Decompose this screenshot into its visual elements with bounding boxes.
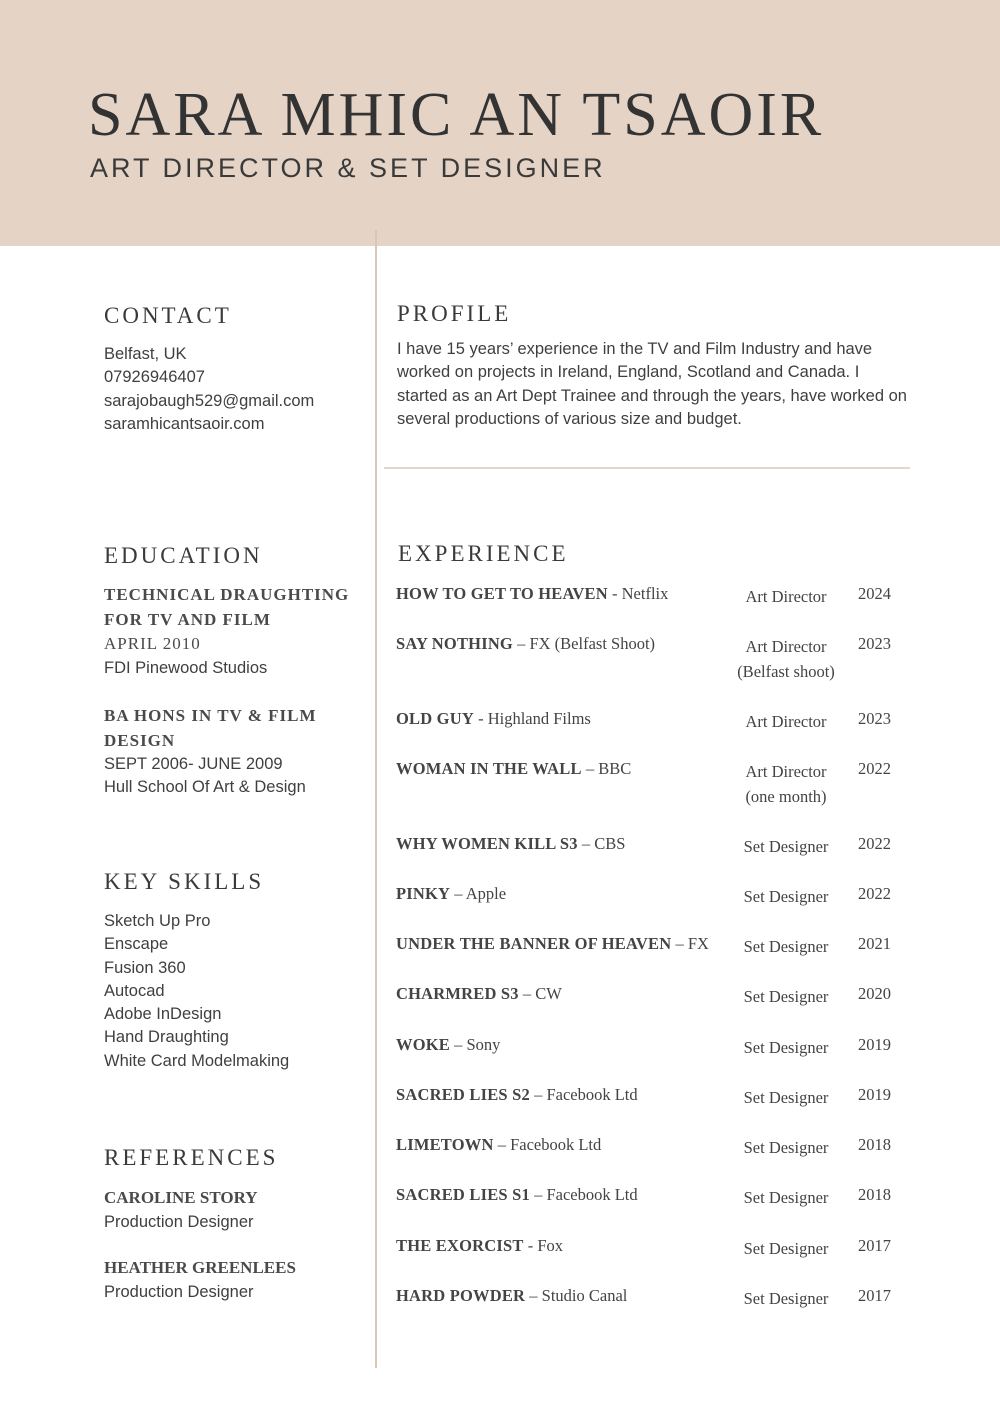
production-company: BBC (598, 759, 632, 778)
role-name: Set Designer (743, 887, 829, 906)
experience-heading: EXPERIENCE (398, 541, 569, 566)
candidate-name: SARA MHIC AN TSAOIR (88, 81, 825, 149)
experience-year: 2017 (858, 1236, 891, 1255)
production-name: WOKE (396, 1035, 450, 1054)
experience-role (726, 984, 846, 1009)
experience-row (396, 1286, 916, 1336)
production-company: CW (535, 984, 562, 1003)
experience-title (396, 934, 718, 954)
role-name: Set Designer (743, 1188, 829, 1207)
experience-title (396, 984, 718, 1004)
education-school: Hull School Of Art & Design (104, 778, 306, 797)
education-date: APRIL 2010 (104, 634, 201, 653)
experience-row (396, 934, 916, 984)
experience-role (726, 1135, 846, 1160)
experience-year: 2023 (858, 634, 891, 653)
role-name: Set Designer (743, 1289, 829, 1308)
skill-item: Sketch Up Pro (104, 912, 211, 930)
experience-role (726, 1085, 846, 1110)
production-name: CHARMRED S3 (396, 984, 519, 1003)
experience-year: 2021 (858, 934, 891, 953)
experience-row (396, 1185, 916, 1235)
profile-line: worked on projects in Ireland, England, Scotland and Canada. I (397, 363, 860, 382)
title-separator: – (518, 984, 536, 1003)
production-name: SACRED LIES S2 (396, 1085, 530, 1104)
experience-row (396, 834, 916, 884)
reference-name: HEATHER GREENLEES (104, 1258, 296, 1277)
production-company: Facebook Ltd (546, 1085, 638, 1104)
experience-role (726, 709, 846, 734)
experience-title (396, 1035, 718, 1055)
production-name: HARD POWDER (396, 1286, 526, 1305)
experience-role (726, 1286, 846, 1311)
experience-year: 2019 (858, 1035, 891, 1054)
education-degree-line: FOR TV AND FILM (104, 609, 271, 629)
reference-role: Production Designer (104, 1212, 254, 1231)
experience-row (396, 634, 916, 684)
production-company: Facebook Ltd (510, 1135, 602, 1154)
experience-title (396, 759, 718, 779)
production-name: SAY NOTHING (396, 634, 513, 653)
title-separator: – (581, 759, 599, 778)
experience-row (396, 759, 916, 809)
experience-role (726, 584, 846, 609)
production-company: Netflix (621, 584, 669, 603)
skill-item: Enscape (104, 935, 169, 954)
skill-item: Autocad (104, 981, 165, 1000)
experience-title (396, 709, 718, 729)
production-name: SACRED LIES S1 (396, 1185, 530, 1204)
role-name: Art Director (745, 762, 827, 781)
production-company: FX (687, 934, 709, 953)
profile-line: I have 15 years’ experience in the TV and Film Industry and have (397, 340, 873, 358)
experience-year: 2018 (858, 1135, 891, 1154)
title-separator: – (671, 934, 688, 953)
experience-role (726, 1035, 846, 1060)
role-name: Set Designer (743, 1138, 829, 1157)
production-name: LIMETOWN (396, 1135, 494, 1154)
experience-title (396, 1135, 718, 1155)
experience-role (726, 934, 846, 959)
reference-name: CAROLINE STORY (104, 1188, 258, 1207)
production-company: Facebook Ltd (546, 1185, 638, 1204)
profile-heading: PROFILE (397, 301, 512, 326)
experience-title (396, 884, 718, 904)
role-name: Set Designer (743, 837, 829, 856)
reference-role: Production Designer (104, 1282, 254, 1301)
contact-website[interactable]: saramhicantsaoir.com (104, 414, 265, 433)
experience-row (396, 1135, 916, 1185)
experience-year: 2023 (858, 709, 891, 728)
experience-row (396, 1236, 916, 1286)
production-name: UNDER THE BANNER OF HEAVEN (396, 934, 672, 953)
title-separator: – (450, 884, 466, 903)
role-note: (one month) (745, 787, 827, 806)
education-degree-line: TECHNICAL DRAUGHTING (104, 585, 350, 604)
experience-role (726, 634, 846, 684)
production-company: Apple (465, 884, 507, 903)
title-separator: – (449, 1035, 467, 1054)
production-name: PINKY (396, 884, 451, 903)
experience-role (726, 1185, 846, 1210)
experience-title (396, 1236, 718, 1256)
production-name: WHY WOMEN KILL S3 (396, 834, 578, 853)
contact-email[interactable]: sarajobaugh529@gmail.com (104, 391, 315, 410)
experience-title (396, 584, 718, 604)
title-separator: – (525, 1286, 542, 1305)
experience-row (396, 709, 916, 759)
production-company: FX (Belfast Shoot) (529, 634, 656, 653)
experience-row (396, 984, 916, 1034)
production-company: CBS (594, 834, 626, 853)
role-note: (Belfast shoot) (737, 662, 835, 681)
contact-details (104, 343, 314, 436)
contact-phone[interactable]: 07926946407 (104, 368, 205, 387)
skill-item: Hand Draughting (104, 1028, 229, 1047)
experience-title (396, 1286, 718, 1306)
education-item (104, 704, 317, 800)
skill-item: White Card Modelmaking (104, 1051, 290, 1070)
role-name: Set Designer (743, 1088, 829, 1107)
production-company: Sony (466, 1035, 501, 1054)
education-school: FDI Pinewood Studios (104, 658, 268, 677)
reference-item (104, 1186, 258, 1234)
production-name: HOW TO GET TO HEAVEN (396, 584, 608, 603)
experience-year: 2019 (858, 1085, 891, 1104)
education-heading: EDUCATION (104, 543, 263, 568)
title-separator: – (493, 1135, 511, 1154)
title-separator: - (523, 1236, 538, 1255)
experience-row (396, 584, 916, 634)
profile-divider (384, 467, 910, 469)
profile-text (397, 338, 927, 431)
experience-role (726, 884, 846, 909)
profile-line: several productions of various size and budget. (397, 409, 742, 428)
skill-item: Adobe InDesign (104, 1005, 222, 1024)
candidate-title: ART DIRECTOR & SET DESIGNER (90, 153, 606, 183)
role-name: Set Designer (743, 987, 829, 1006)
column-divider (375, 230, 377, 1368)
experience-title (396, 634, 718, 654)
experience-year: 2022 (858, 759, 891, 778)
reference-item (104, 1256, 296, 1304)
experience-role (726, 834, 846, 859)
role-name: Set Designer (743, 1038, 829, 1057)
profile-line: started as an Art Dept Trainee and through the years, have worked on (397, 386, 907, 405)
experience-row (396, 1085, 916, 1135)
experience-year: 2020 (858, 984, 891, 1003)
production-name: THE EXORCIST (396, 1236, 524, 1255)
production-company: Studio Canal (541, 1286, 628, 1305)
role-name: Set Designer (743, 1239, 829, 1258)
experience-title (396, 834, 718, 854)
experience-year: 2017 (858, 1286, 891, 1305)
references-heading: REFERENCES (104, 1145, 279, 1170)
education-degree-line: BA HONS IN TV & FILM (104, 706, 317, 725)
experience-title (396, 1185, 718, 1205)
production-company: Fox (537, 1236, 563, 1255)
education-item (104, 583, 349, 680)
production-name: OLD GUY (396, 709, 474, 728)
role-name: Set Designer (743, 937, 829, 956)
title-separator: – (577, 834, 595, 853)
experience-year: 2022 (858, 834, 891, 853)
skill-item: Fusion 360 (104, 958, 186, 977)
role-name: Art Director (745, 637, 827, 656)
production-company: Highland Films (487, 709, 591, 728)
title-separator: – (512, 634, 530, 653)
experience-year: 2022 (858, 884, 891, 903)
title-separator: – (529, 1085, 547, 1104)
experience-year: 2024 (858, 584, 891, 603)
production-name: WOMAN IN THE WALL (396, 759, 582, 778)
contact-location: Belfast, UK (104, 345, 187, 363)
experience-role (726, 759, 846, 809)
title-separator: - (607, 584, 622, 603)
education-degree-line: DESIGN (104, 730, 176, 750)
skills-heading: KEY SKILLS (104, 869, 265, 894)
title-separator: - (473, 709, 488, 728)
experience-year: 2018 (858, 1185, 891, 1204)
experience-role (726, 1236, 846, 1261)
contact-heading: CONTACT (104, 303, 232, 328)
experience-row (396, 884, 916, 934)
title-separator: – (529, 1185, 547, 1204)
experience-row (396, 1035, 916, 1085)
education-date: SEPT 2006- JUNE 2009 (104, 755, 283, 773)
skills-list (104, 910, 289, 1073)
experience-title (396, 1085, 718, 1105)
role-name: Art Director (745, 587, 827, 606)
role-name: Art Director (745, 712, 827, 731)
